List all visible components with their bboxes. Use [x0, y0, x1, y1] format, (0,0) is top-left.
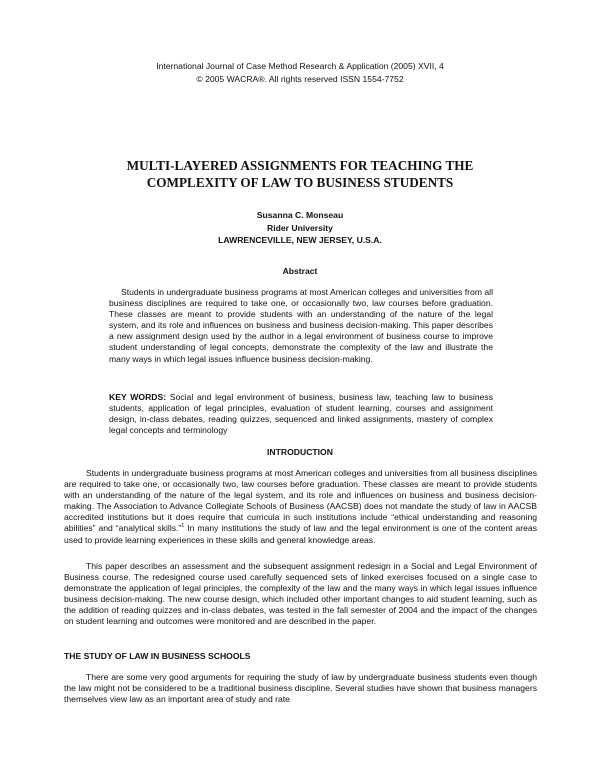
introduction-paragraph-2: This paper describes an assessment and the subsequent assignment redesign in a Social and Legal Environment of Business course. The redesigned course used carefully sequenced sets of linked exercises focused on a single case to demonstrate the application of legal principles, the complexity of the law and the many ways in which legal issues influence business decision-making. The new course design, which included other important changes to aid student learning, such as the addition of reading quizzes and in-class debates, was tested in the fall semester of 2004 and the impact of the changes on student learning and outcomes were monitored and are described in the paper.	[64, 561, 537, 627]
author-name: Susanna C. Monseau	[256, 210, 344, 220]
intro-p1-text-b: In many institutions the study of law and the legal environment is one of the content areas used to provide learning experiences in these skills and general knowledge areas.	[64, 523, 537, 545]
paper-title	[60, 157, 540, 191]
section-heading-study-of-law: THE STUDY OF LAW IN BUSINESS SCHOOLS	[64, 651, 251, 661]
abstract-heading: Abstract	[282, 266, 318, 276]
keywords-text: Social and legal environment of business, business law, teaching law to business students, application of legal principles, evaluation of student learning, courses and assignment design, in-class debates, reading quizzes, sequenced and linked assignments, mastery of complex legal concepts and terminology	[109, 392, 493, 436]
keywords-label: KEY WORDS:	[109, 392, 167, 402]
journal-header	[0, 60, 600, 86]
title-line-2: COMPLEXITY OF LAW TO BUSINESS STUDENTS	[146, 175, 454, 190]
section-paragraph-1: There are some very good arguments for requiring the study of law by undergraduate business students even though the law might not be considered to be a traditional business discipline. Several studies have shown that business managers themselves view law as an important area of study and rate	[64, 672, 537, 705]
keywords-paragraph	[109, 392, 493, 436]
introduction-heading: INTRODUCTION	[267, 447, 333, 457]
introduction-paragraph-1	[64, 468, 537, 546]
author-location: LAWRENCEVILLE, NEW JERSEY, U.S.A.	[218, 235, 382, 245]
journal-citation-line: International Journal of Case Method Research & Application (2005) XVII, 4	[156, 61, 444, 71]
copyright-line: © 2005 WACRA®. All rights reserved ISSN 1554-7752	[196, 74, 404, 84]
intro-p1-text-a: Students in undergraduate business programs at most American colleges and universities from all business disciplines are required to take one, or occasionally two, law courses before graduation. These classes are meant to provide students with an understanding of the nature of the legal system, and its role and influences on business and business decision-making. The Association to Advance Collegiate Schools of Business (AACSB) does not mandate the study of law in AACSB accredited institutions but it does require that curricula in such institutions include “ethical understanding and reasoning abilities” and “analytical skills.”	[64, 468, 537, 534]
author-block	[0, 209, 600, 247]
footnote-marker: 1	[181, 523, 185, 530]
title-line-1: MULTI-LAYERED ASSIGNMENTS FOR TEACHING THE	[126, 158, 474, 173]
author-affiliation: Rider University	[267, 222, 333, 233]
abstract-body: Students in undergraduate business programs at most American colleges and universities from all business disciplines are required to take one, or occasionally two, law courses before graduation. These classes are meant to provide students with an understanding of the nature of the legal system, and its role and influences on business and business decision-making. This paper describes a new assignment design used by the author in a legal environment of business course to improve student understanding of legal concepts, demonstrate the complexity of the law and illustrate the many ways in which legal issues influence business decision-making.	[109, 287, 493, 364]
